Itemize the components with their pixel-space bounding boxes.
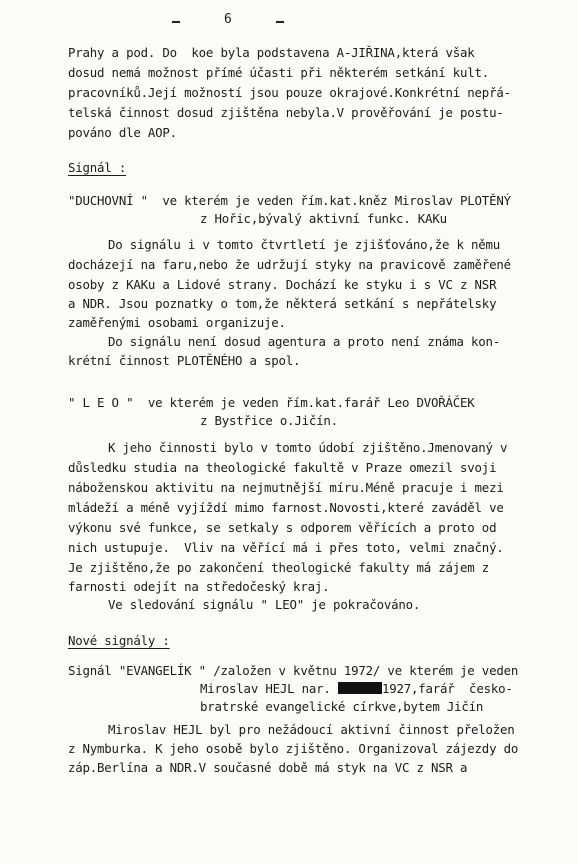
text-line: zaměřenými osobami organizuje. bbox=[68, 315, 286, 330]
text-line: Ve sledování signálu " LEO" je pokračováno. bbox=[108, 597, 421, 612]
text-line: nich ustupuje. Vliv na věřící má i přes toto, velmi značný. bbox=[68, 540, 504, 555]
text-line: K jeho činnosti bylo v tomto údobí zjištěno.Jmenovaný v bbox=[108, 440, 508, 455]
text-fragment: 1927,farář česko- bbox=[381, 681, 513, 696]
signal-title: "DUCHOVNÍ " ve kterém je veden řím.kat.kněz Miroslav PLOTĚNÝ bbox=[68, 193, 511, 208]
signal-subtitle: z Bystřice o.Jičín. bbox=[200, 413, 338, 428]
text-line: a NDR. Jsou poznatky o tom,že některá setkání s nepřátelsky bbox=[68, 296, 497, 311]
text-line: pracovníků.Její možností jsou pouze okrajové.Konkrétní nepřá- bbox=[68, 85, 511, 100]
text-line: mládeží a méně vyjíždí mimo farnost.Novosti,které zaváděl ve bbox=[68, 500, 504, 515]
text-line: osoby z KAKu a Lidové strany. Dochází ke styku i s VC z NSR bbox=[68, 277, 497, 292]
redaction-box bbox=[338, 682, 382, 694]
text-fragment: Miroslav HEJL nar. bbox=[200, 681, 338, 696]
text-line: důsledku studia na theologické fakultě v Praze omezil svoji bbox=[68, 460, 497, 475]
text-line: výkonu své funkce, se setkaly s odporem věřících a proto od bbox=[68, 520, 497, 535]
text-line: Do signálu i v tomto čtvrtletí je zjišťováno,že k němu bbox=[108, 237, 501, 252]
text-line: farnosti odejít na středočeský kraj. bbox=[68, 579, 330, 594]
signal-subtitle: bratrské evangelické církve,bytem Jičín bbox=[200, 699, 484, 714]
text-line: docházejí na faru,nebo že udržují styky na pravicově zaměřené bbox=[68, 257, 511, 272]
signal-title: " L E O " ve kterém je veden řím.kat.farář Leo DVOŘÁČEK bbox=[68, 395, 475, 410]
text-line: záp.Berlína a NDR.V současné době má styk na VC z NSR a bbox=[68, 760, 468, 775]
header-dash-left bbox=[172, 21, 180, 23]
header-dash-right bbox=[276, 21, 284, 23]
signal-subtitle: z Hořic,bývalý aktivní funkc. KAKu bbox=[200, 211, 447, 226]
section-heading-new-signals: Nové signály : bbox=[68, 633, 170, 648]
text-line: Je zjištěno,že po zakončení theologické fakulty má zájem z bbox=[68, 560, 490, 575]
section-heading-signal: Signál : bbox=[68, 160, 127, 175]
text-line: pováno dle AOP. bbox=[68, 125, 177, 140]
text-line: z Nymburka. K jeho osobě bylo zjištěno. Organizoval zájezdy do bbox=[68, 741, 519, 756]
text-line: dosud nemá možnost přímé účasti při některém setkání kult. bbox=[68, 65, 490, 80]
signal-subtitle bbox=[200, 681, 513, 697]
text-line: Miroslav HEJL byl pro nežádoucí aktivní činnost přeložen bbox=[108, 722, 515, 737]
text-line: krétní činnost PLOTĚNÉHO a spol. bbox=[68, 353, 301, 368]
page-number: 6 bbox=[224, 12, 232, 27]
text-line: telská činnost dosud zjištěna nebyla.V prověřování je postu- bbox=[68, 105, 504, 120]
text-line: Prahy a pod. Do koe byla podstavena A-JIŘINA,která však bbox=[68, 45, 475, 60]
text-line: Do signálu není dosud agentura a proto není známa kon- bbox=[108, 334, 501, 349]
text-line: náboženskou aktivitu na nejmutnější míru.Méně pracuje i mezi bbox=[68, 480, 504, 495]
signal-title: Signál "EVANGELÍK " /založen v květnu 1972/ ve kterém je veden bbox=[68, 663, 519, 678]
